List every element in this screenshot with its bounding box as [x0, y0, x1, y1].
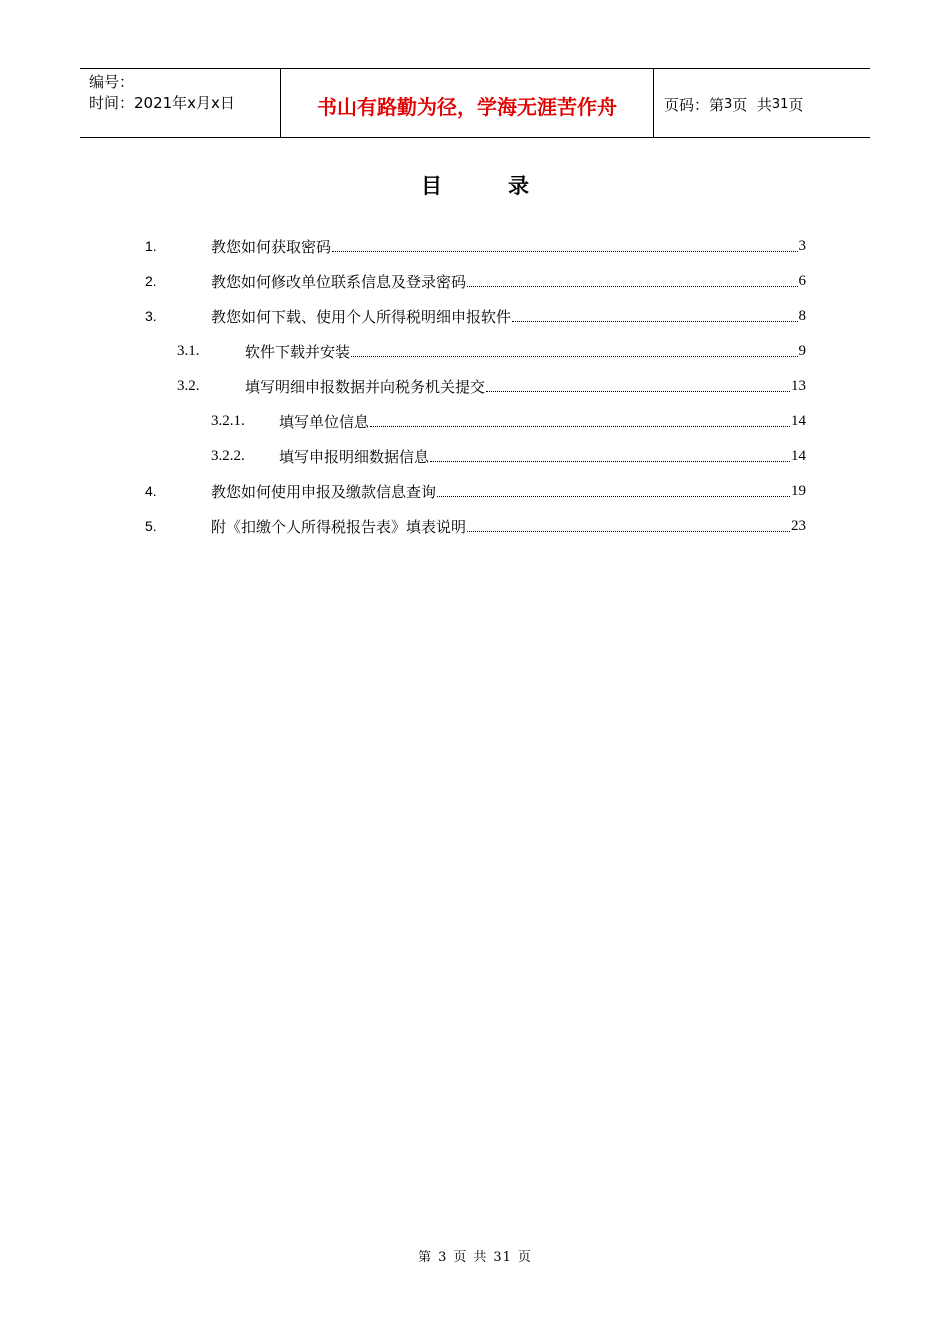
toc-dot-leader [332, 251, 797, 252]
toc-dot-leader [437, 496, 790, 497]
toc-title [0, 170, 950, 200]
toc-dot-leader [467, 531, 790, 532]
toc-entry-3-2-2[interactable] [211, 443, 806, 469]
toc-dot-leader [486, 391, 790, 392]
header-page-prefix: 页码：第 [664, 95, 725, 114]
toc-entry-label: 教您如何修改单位联系信息及登录密码 [211, 272, 467, 291]
toc-entry-number: 5. [145, 518, 157, 534]
page-footer [0, 1246, 950, 1265]
toc-entry-3[interactable] [145, 303, 806, 329]
toc-entry-label: 教您如何使用申报及缴款信息查询 [211, 482, 437, 501]
toc-entry-number: 1. [145, 238, 157, 254]
toc-entry-number: 3.1. [177, 342, 200, 359]
header-page-total: 31 [771, 96, 789, 112]
footer-current-page: 3 [438, 1250, 448, 1265]
toc-entry-5[interactable] [145, 513, 806, 539]
toc-entry-number: 3.2.1. [211, 412, 245, 429]
toc-entry-page: 9 [798, 342, 806, 359]
toc-entry-page: 8 [798, 307, 806, 324]
document-date: 时间：2021年x月x日 [89, 94, 235, 112]
header-page-suffix: 页 [788, 95, 804, 114]
toc-entry-number: 3. [145, 308, 157, 324]
toc-entry-label: 教您如何获取密码 [211, 237, 332, 256]
toc-entry-label: 软件下载并安装 [245, 342, 351, 361]
footer-prefix: 第 [418, 1250, 433, 1265]
toc-entry-4[interactable] [145, 478, 806, 504]
toc-entry-number: 3.2. [177, 377, 200, 394]
toc-entry-number: 3.2.2. [211, 447, 245, 464]
header-slogan: 书山有路勤为径，学海无涯苦作舟 [281, 69, 654, 137]
toc-entry-label: 填写单位信息 [279, 412, 370, 431]
toc-entry-label: 附《扣缴个人所得税报告表》填表说明 [211, 517, 467, 536]
footer-mid-1: 页 [453, 1250, 468, 1265]
toc-title-left: 目 [421, 174, 442, 198]
toc-entry-page: 14 [791, 447, 806, 464]
header-page-info [654, 69, 870, 137]
toc-entry-label: 填写明细申报数据并向税务机关提交 [245, 377, 486, 396]
header-page-mid: 页 共 [732, 95, 772, 114]
toc-entry-page: 13 [791, 377, 806, 394]
header-page-current: 3 [724, 96, 733, 112]
toc-entry-2[interactable] [145, 268, 806, 294]
toc-entry-label: 填写申报明细数据信息 [279, 447, 430, 466]
toc-dot-leader [512, 321, 797, 322]
toc-entry-number: 4. [145, 483, 157, 499]
toc-entry-3-2[interactable] [177, 373, 806, 399]
toc-entry-label: 教您如何下载、使用个人所得税明细申报软件 [211, 307, 512, 326]
toc-title-right: 录 [508, 174, 529, 198]
document-header [80, 68, 870, 138]
toc-entry-1[interactable] [145, 233, 806, 259]
footer-suffix: 页 [517, 1250, 532, 1265]
footer-mid-2: 共 [473, 1250, 488, 1265]
toc-entry-page: 14 [791, 412, 806, 429]
toc-entry-3-2-1[interactable] [211, 408, 806, 434]
toc-dot-leader [351, 356, 797, 357]
toc-entry-page: 6 [798, 272, 806, 289]
header-left-cell [80, 69, 281, 137]
toc-dot-leader [467, 286, 797, 287]
toc-entry-3-1[interactable] [177, 338, 806, 364]
toc-entry-number: 2. [145, 273, 157, 289]
toc-dot-leader [430, 461, 790, 462]
toc-entry-page: 23 [791, 517, 806, 534]
toc-entry-page: 19 [791, 482, 806, 499]
toc-dot-leader [370, 426, 790, 427]
document-number-label: 编号： [89, 73, 135, 91]
footer-total-pages: 31 [493, 1250, 512, 1265]
toc-entry-page: 3 [798, 237, 806, 254]
